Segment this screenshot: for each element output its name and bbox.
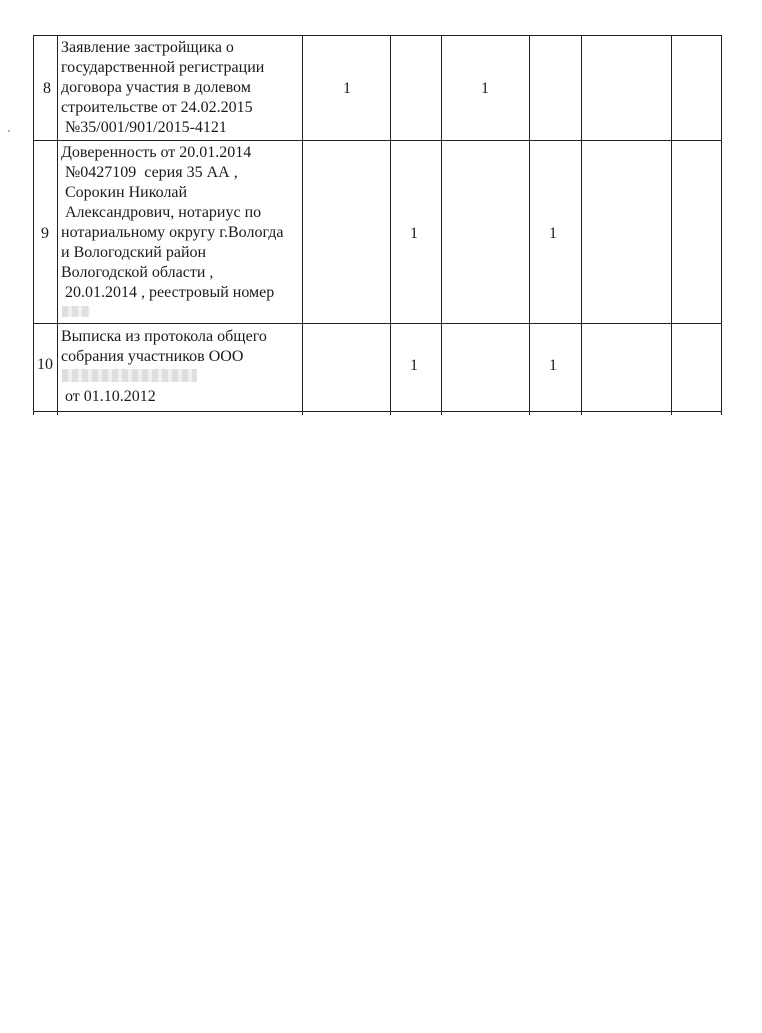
row-border-8-9	[33, 140, 722, 141]
description-line: Вологодской области ,	[61, 264, 214, 281]
description-line: строительстве от 24.02.2015	[61, 99, 253, 116]
row-number: 10	[37, 356, 53, 373]
quantity-cell: 1	[481, 80, 489, 97]
description-line: Доверенность от 20.01.2014	[61, 144, 252, 161]
description-line: №35/001/901/2015-4121	[61, 119, 227, 136]
description-line: Выписка из протокола общего	[61, 328, 267, 345]
description-line: от 01.10.2012	[61, 388, 156, 405]
description-line: Сорокин Николай	[61, 184, 188, 201]
col-border-4	[441, 35, 442, 415]
description-line: договора участия в долевом	[61, 79, 251, 96]
quantity-cell: 1	[343, 80, 351, 97]
quantity-cell: 1	[410, 225, 418, 242]
scan-speck	[8, 130, 10, 132]
redacted-registry-number	[62, 306, 90, 317]
col-border-1	[57, 35, 58, 415]
row-description	[61, 143, 283, 303]
description-line: Заявление застройщика о	[61, 39, 234, 56]
quantity-cell: 1	[410, 357, 418, 374]
row-border-bottom	[33, 411, 722, 412]
col-border-5	[529, 35, 530, 415]
description-line: №0427109 серия 35 АА ,	[61, 164, 238, 181]
quantity-cell: 1	[549, 357, 557, 374]
description-line: государственной регистрации	[61, 59, 265, 76]
row-number: 9	[41, 225, 49, 242]
row-border-9-10	[33, 323, 722, 324]
row-number: 8	[43, 80, 51, 97]
description-line: и Вологодский район	[61, 244, 207, 261]
description-line: собрания участников ООО	[61, 348, 244, 365]
col-border-0	[33, 35, 34, 415]
col-border-8	[721, 35, 722, 415]
row-description	[61, 38, 264, 138]
row-description	[61, 327, 267, 407]
col-border-3	[390, 35, 391, 415]
description-line: 20.01.2014 , реестровый номер	[61, 284, 275, 301]
row-border-top	[33, 35, 722, 36]
description-line: нотариальному округу г.Вологда	[61, 224, 284, 241]
documents-table	[0, 0, 762, 420]
col-border-6	[581, 35, 582, 415]
redacted-company-name	[62, 369, 197, 382]
description-line: Александрович, нотариус по	[61, 204, 262, 221]
col-border-2	[302, 35, 303, 415]
quantity-cell: 1	[549, 225, 557, 242]
col-border-7	[671, 35, 672, 415]
